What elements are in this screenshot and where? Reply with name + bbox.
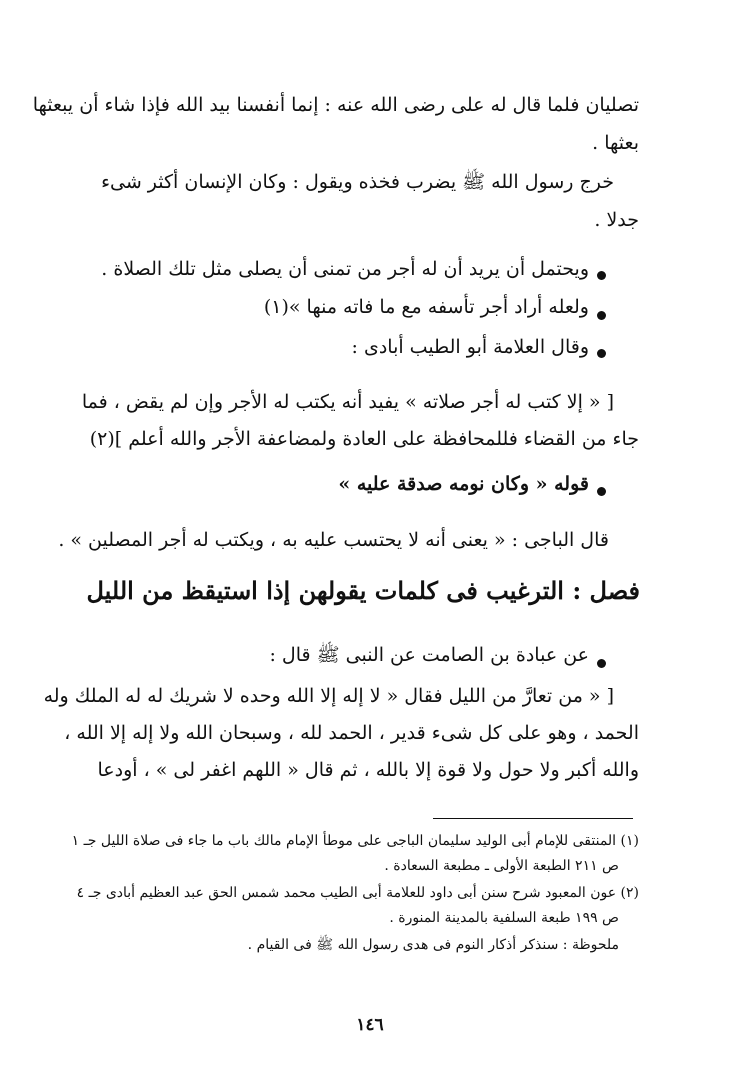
quote-line: [ « إلا كتب له أجر صلاته » يفيد أنه يكتب له الأجر وإن لم يقض ، فما [81,391,614,413]
bullet-icon [597,271,606,280]
section-heading: فصل : الترغيب فى كلمات يقولهن إذا استيقظ من الليل [86,576,640,605]
quote-line: قال الباجى : « يعنى أنه لا يحتسب عليه به ، ويكتب له أجر المصلين » . [58,529,609,551]
footnote-line: (١) المنتقى للإمام أبى الوليد سليمان الباجى على موطأ الإمام مالك باب ما جاء فى صلاة الليل جـ ١ [71,833,639,849]
paragraph-line: تصليان فلما قال له على رضى الله عنه : إنما أنفسنا بيد الله فإذا شاء أن يبعثها [32,94,639,116]
hadith-line: [ « من تعارَّ من الليل فقال « لا إله إلا الله وحده لا شريك له له الملك وله [43,685,614,707]
bullet-text: قوله « وكان نومه صدقة عليه » [338,473,589,495]
footnote-line: (٢) عون المعبود شرح سنن أبى داود للعلامة أبى الطيب محمد شمس الحق عبد العظيم أبادى جـ ٤ [76,885,639,901]
paragraph-line: بعثها . [592,132,639,154]
bullet-text: ولعله أراد أجر تأسفه مع ما فاته منها »(١) [263,296,589,318]
bullet-icon [597,659,606,668]
footnote-divider [433,818,633,819]
page-number: ١٤٦ [356,1015,384,1035]
bullet-icon [597,349,606,358]
footnote-line: ص ٢١١ الطبعة الأولى ـ مطبعة السعادة . [384,858,619,874]
bullet-text: عن عبادة بن الصامت عن النبى ﷺ قال : [269,644,589,666]
bullet-text: ويحتمل أن يريد أن له أجر من تمنى أن يصلى مثل تلك الصلاة . [101,258,589,280]
hadith-line: والله أكبر ولا حول ولا قوة إلا بالله ، ثم قال « اللهم اغفر لى » ، أودعا [97,759,639,781]
paragraph-line: جدلا . [594,209,639,231]
footnote-note: ملحوظة : سنذكر أذكار النوم فى هدى رسول الله ﷺ فى القيام . [247,937,619,953]
bullet-text: وقال العلامة أبو الطيب أبادى : [351,336,589,358]
hadith-line: الحمد ، وهو على كل شىء قدير ، الحمد لله ، وسبحان الله ولا إله إلا الله ، [64,722,639,744]
bullet-icon [597,487,606,496]
quote-line: جاء من القضاء فللمحافظة على العادة ولمضاعفة الأجر والله أعلم ](٢) [89,428,639,450]
footnote-line: ص ١٩٩ طبعة السلفية بالمدينة المنورة . [389,910,619,926]
bullet-icon [597,311,606,320]
paragraph-line: خرج رسول الله ﷺ يضرب فخذه ويقول : وكان الإنسان أكثر شىء [101,171,614,193]
